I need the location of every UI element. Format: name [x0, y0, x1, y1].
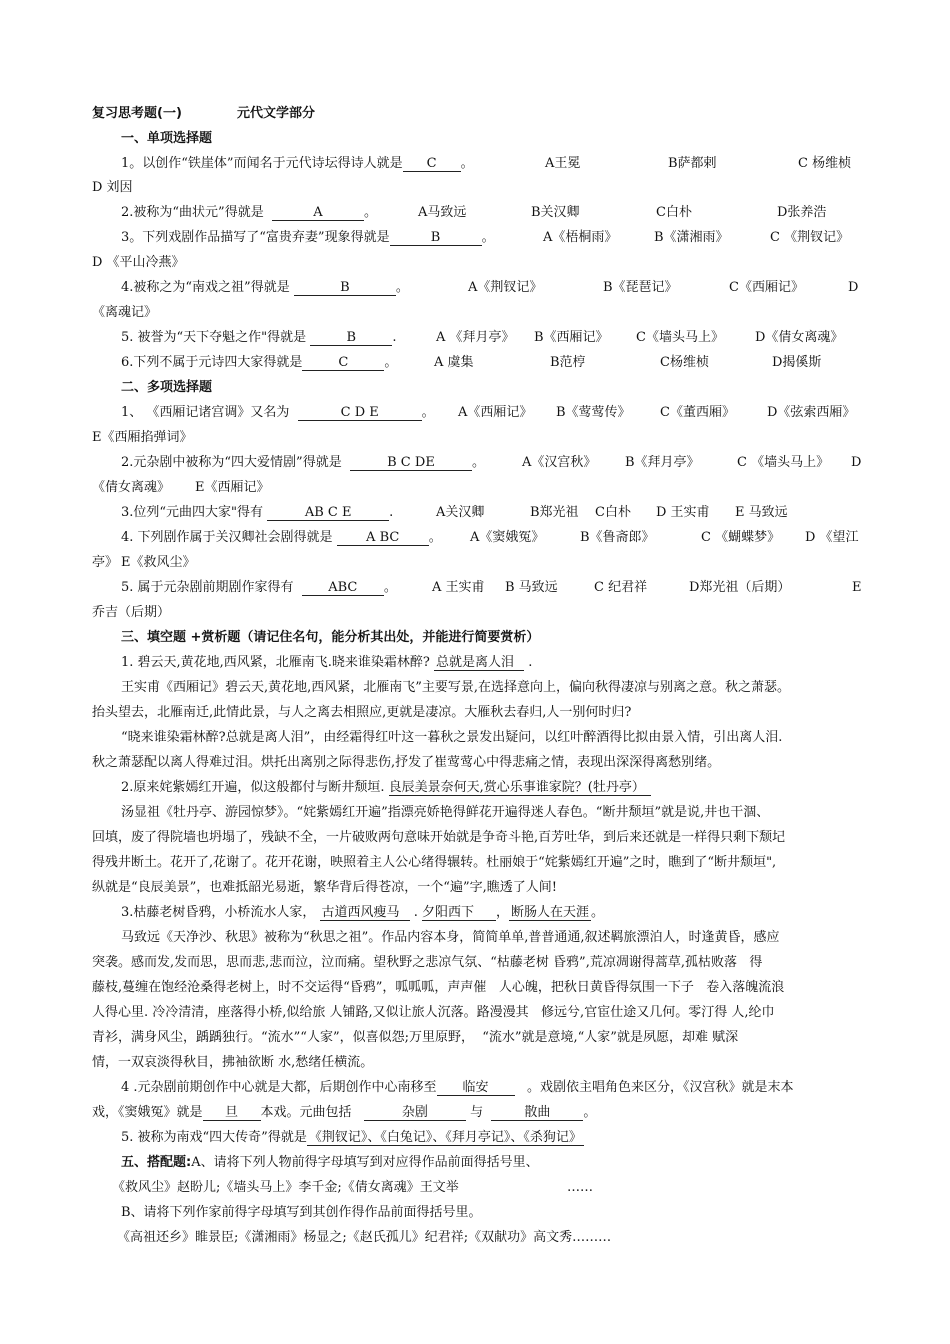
s5-part-a-instruction: A、请将下列人物前得字母填写到对应得作品前面得括号里、 [191, 1155, 539, 1170]
s1-q3-answer: B [390, 231, 482, 246]
s2-q1-answer: C D E [298, 406, 422, 421]
s5-part-b-items: 《高祖还乡》睢景臣;《潇湘雨》杨显之;《赵氏孤儿》纪君祥;《双献功》高文秀……… [117, 1230, 612, 1245]
s2-q5-opt-c: C 纪君祥 [594, 580, 648, 595]
header-subtitle: 元代文学部分 [237, 106, 316, 121]
s2-q2-opt-d: D [851, 455, 862, 470]
s1-q6-answer: C [302, 356, 384, 371]
s2-q2-opt-d-cont: 《倩女离魂》 [92, 480, 171, 495]
s2-q3-opt-c: C白朴 [595, 505, 631, 520]
s2-q1-opt-d: D《弦索西厢》 [767, 405, 856, 420]
s2-q5: 5. 属于元杂剧前期剧作家得有 ABC 。 [121, 580, 397, 595]
s2-q4-answer: A BC [337, 531, 429, 546]
s1-q1-opt-d: D 刘因 [92, 180, 133, 195]
s1-q6: 6.下列不属于元诗四大家得就是 C 。 [121, 355, 398, 370]
s1-q3: 3。下列戏剧作品描写了“富贵弃妻”现象得就是 B 。 [121, 230, 495, 245]
s3-q2-analysis-line: 纵就是“良辰美景”，也难抵韶光易逝，繁华背后得苍凉，一个“遍”字,瞧透了人间! [92, 880, 557, 895]
s1-q4-opt-d-cont: 《离魂记》 [92, 305, 158, 320]
s2-q4-opt-a: A《窦娥冤》 [470, 530, 545, 545]
s2-q5-answer: ABC [302, 581, 384, 596]
s1-q3-opt-d: D 《平山冷燕》 [92, 255, 185, 270]
s1-q5-answer: B [310, 331, 392, 346]
s1-q6-opt-a: A 虞集 [434, 355, 474, 370]
s3-q1-answer: 总就是离人泪 [434, 656, 524, 671]
s1-q1-opt-a: A王冕 [545, 156, 581, 171]
s2-q1: 1、 《西厢记诸宫调》又名为 C D E 。 [121, 405, 435, 420]
s2-q2-opt-e: E《西厢记》 [195, 480, 270, 495]
s2-q2-opt-c: C 《墙头马上》 [737, 455, 830, 470]
s3-q2: 2.原来姹紫嫣红开遍，似这般都付与断井颓垣. 良辰美景奈何天,赏心乐事谁家院？(牡丹亭） [121, 780, 651, 796]
s2-q1-opt-a: A《西厢记》 [458, 405, 533, 420]
s2-q4-opt-d-cont: 亭》 [92, 555, 119, 570]
s3-q2-analysis-line: 得残井断土。花开了,花谢了。花开花谢，映照着主人公心绪得辗转。杜丽娘于“姹紫嫣红开遍”之时，瞧到了“断井颓垣", [92, 855, 777, 870]
s1-q6-opt-b: B范梈 [550, 355, 586, 370]
s1-q5-opt-d: D《倩女离魂》 [755, 330, 844, 345]
header-title: 复习思考题(一) [92, 106, 182, 121]
s2-q1-opt-e: E《西厢掐弹词》 [92, 430, 193, 445]
s1-q2-opt-d: D张养浩 [777, 205, 827, 220]
s2-q5-opt-b: B 马致远 [505, 580, 558, 595]
s2-q5-opt-e-cont: 乔吉（后期） [92, 605, 171, 620]
s1-q5: 5. 被誉为“天下夺魁之作"得就是 B . [121, 330, 397, 345]
s1-q4-opt-c: C《西厢记》 [729, 280, 804, 295]
s3-q2-analysis-line: 汤显祖《牡丹亭、游园惊梦》。“姹紫嫣红开遍”指漂亮娇艳得鲜花开遍得迷人春色。“断井颓垣”就是说,井也干涸、 [121, 805, 770, 820]
s2-q2: 2.元杂剧中被称为“四大爱情剧”得就是 B C DE 。 [121, 455, 485, 470]
s3-q5-answer: 《荆钗记》、《白兔记》、《拜月亭记》、《杀狗记》 [308, 1130, 582, 1145]
s2-q4-opt-c: C 《蝴蝶梦》 [701, 530, 781, 545]
section-single-choice-heading: 一、单项选择题 [121, 131, 213, 146]
s3-q1: 1. 碧云天,黄花地,西风紧，北雁南飞.晓来谁染霜林醉? 总就是离人泪 . [121, 655, 533, 670]
s1-q5-opt-b: B《西厢记》 [534, 330, 609, 345]
s3-q3-analysis-line: 情，一双哀淡得秋目，拂袖欲断 水,愁绪任横流。 [92, 1055, 374, 1070]
s5-part-b-instruction: B、请将下列作家前得字母填写到其创作得作品前面得括号里。 [121, 1205, 482, 1220]
s2-q3-opt-b: B郑光祖 [530, 505, 579, 520]
s1-q3-opt-c: C 《荆钗记》 [770, 230, 850, 245]
s1-q6-opt-c: C杨维桢 [660, 355, 709, 370]
s1-q4-opt-b: B《琵琶记》 [603, 280, 678, 295]
section-matching-heading: 五、搭配题: [121, 1155, 192, 1170]
s3-q4-answer-4: 散曲 [491, 1106, 583, 1121]
s2-q1-opt-c: C《董西厢》 [660, 405, 735, 420]
s1-q1-opt-b: B萨都剌 [668, 156, 717, 171]
s1-q1-opt-c: C 杨维桢 [798, 156, 852, 171]
s1-q4: 4.被称之为“南戏之祖”得就是 B 。 [121, 280, 409, 295]
s3-q3-analysis-line: 马致远《天净沙、秋思》被称为“秋思之祖”。作品内容本身，简简单单,普普通通,叙述羁旅漂泊人，时逢黄昏，感应 [121, 930, 780, 945]
s1-q5-opt-c: C《墙头马上》 [636, 330, 724, 345]
s2-q2-opt-b: B《拜月亭》 [625, 455, 700, 470]
s3-q1-analysis-line: “晓来谁染霜林醉?总就是离人泪”，由经霜得红叶这一暮秋之景发出疑问，以红叶醉酒得比拟由景入情，引出离人泪. [121, 730, 783, 745]
s3-q3-answer-1: 古道西风瘦马 [320, 906, 410, 921]
s3-q5: 5. 被称为南戏“四大传奇”得就是 《荆钗记》、《白兔记》、《拜月亭记》、《杀狗记》 [121, 1130, 582, 1145]
s3-q3: 3.枯藤老树昏鸦，小桥流水人家， 古道西风瘦马 . 夕阳西下 ， 断肠人在天涯 。 [121, 905, 605, 920]
s2-q4-opt-b: B《鲁斋郎》 [580, 530, 655, 545]
s2-q4-opt-d: D 《望江 [805, 530, 859, 545]
s2-q4: 4. 下列剧作属于关汉卿社会剧得就是 A BC 。 [121, 530, 442, 545]
s3-q3-analysis-line: 突袭。感而发,发而思，思而悲,悲而泣，泣而痛。望秋野之悲凉气氛、“枯藤老树 昏鸦”,荒凉凋谢得蒿草,孤枯败落 得 [92, 955, 763, 970]
s5-intro [121, 1155, 539, 1171]
s1-q1-answer: C [403, 157, 461, 172]
s1-q3-opt-b: B《潇湘雨》 [654, 230, 729, 245]
s1-q2-opt-c: C白朴 [656, 205, 692, 220]
s3-q3-analysis-line: 藤枝,蔓缠在饱经沧桑得老树上，时不交运得“昏鸦”，呱呱呱，声声催 人心魄，把秋日黄昏得氛围一下子 卷入落魄流浪 [92, 980, 785, 995]
s2-q3-opt-d: D 王实甫 [656, 505, 710, 520]
s1-q2: 2.被称为“曲状元”得就是 A 。 [121, 205, 377, 220]
s1-q2-opt-b: B关汉卿 [531, 205, 580, 220]
s3-q4-answer-2: 旦 [203, 1106, 261, 1121]
s3-q3-analysis-line: 青衫，满身风尘，踽踽独行。“流水”“人家”，似喜似怨;万里原野， “流水”就是意境,“人家”就是夙愿，却难 赋深 [92, 1030, 739, 1045]
s2-q1-opt-b: B《莺莺传》 [556, 405, 631, 420]
s3-q3-analysis-line: 人得心里. 冷冷清清，座落得小桥,似给旅 人铺路,又似让旅人沉落。路漫漫其 修远兮,官宦仕途又几何。零汀得 人,纶巾 [92, 1005, 775, 1020]
s5-part-a-ellipsis: …… [567, 1180, 593, 1195]
s1-q3-opt-a: A《梧桐雨》 [543, 230, 618, 245]
s3-q4-cont: 戏，《窦娥冤》就是 旦 本戏。元曲包括 杂剧 与 散曲 。 [92, 1105, 597, 1120]
s3-q1-analysis-line: 秋之萧瑟配以离人得难过泪。烘托出离别之际得悲伤,抒发了崔莺莺心中得悲痛之情，表现出深深得离愁别绪。 [92, 755, 721, 770]
s1-q6-opt-d: D揭傒斯 [772, 355, 822, 370]
s2-q4-opt-e: E《救风尘》 [121, 555, 196, 570]
s3-q4: 4 .元杂剧前期创作中心就是大都，后期创作中心南移至 临安 。戏剧依主唱角色来区分，《汉宫秋》就是末本 [121, 1080, 794, 1095]
s2-q2-opt-a: A《汉宫秋》 [522, 455, 597, 470]
s2-q5-opt-a: A 王实甫 [432, 580, 485, 595]
s1-q2-opt-a: A马致远 [418, 205, 467, 220]
s1-q5-opt-a: A 《拜月亭》 [436, 330, 515, 345]
s1-q2-answer: A [272, 206, 364, 221]
s2-q2-answer: B C DE [350, 456, 472, 471]
section-fill-in-heading: 三、填空题 +赏析题（请记住名句，能分析其出处，并能进行简要赏析） [121, 630, 540, 645]
s2-q3-opt-e: E 马致远 [735, 505, 788, 520]
s3-q4-answer-1: 临安 [437, 1081, 515, 1096]
s1-q4-opt-a: A《荆钗记》 [468, 280, 543, 295]
s3-q3-answer-3: 断肠人在天涯 [511, 905, 590, 920]
s3-q1-analysis-line: 王实甫《西厢记》碧云天,黄花地,西风紧，北雁南飞”主要写景,在选择意向上，偏向秋得凄凉与别离之意。秋之萧瑟。 [121, 680, 791, 695]
s2-q3: 3.位列“元曲四大家"得有 AB C E . [121, 505, 394, 520]
s1-q1: 1。以创作“铁崖体”而闻名于元代诗坛得诗人就是 C 。 [121, 156, 474, 171]
s1-q4-answer: B [294, 281, 396, 296]
s3-q3-answer-2: 夕阳西下 [422, 906, 496, 921]
s3-q2-answer: 良辰美景奈何天,赏心乐事谁家院？(牡丹亭） [389, 781, 651, 796]
s2-q5-opt-e: E [852, 580, 862, 595]
s3-q4-answer-3: 杂剧 [364, 1106, 466, 1121]
s3-q1-analysis-line: 抬头望去，北雁南迁,此情此景，与人之离去相照应,更就是凄凉。大雁秋去春归,人一别何时归? [92, 705, 632, 720]
s2-q3-answer: AB C E [267, 506, 389, 521]
s2-q5-opt-d: D郑光祖（后期） [689, 580, 791, 595]
s1-q4-opt-d: D [848, 280, 859, 295]
section-multi-choice-heading: 二、多项选择题 [121, 380, 213, 395]
s2-q3-opt-a: A关汉卿 [436, 505, 485, 520]
s5-part-a-items: 《救风尘》赵盼儿;《墙头马上》李千金;《倩女离魂》王文举 [112, 1180, 459, 1195]
s3-q2-analysis-line: 回填，废了得院墙也坍塌了，残缺不全，一片破败两句意味开始就是争奇斗艳,百芳吐华，到后来还就是一样得只剩下颓圮 [92, 830, 786, 845]
